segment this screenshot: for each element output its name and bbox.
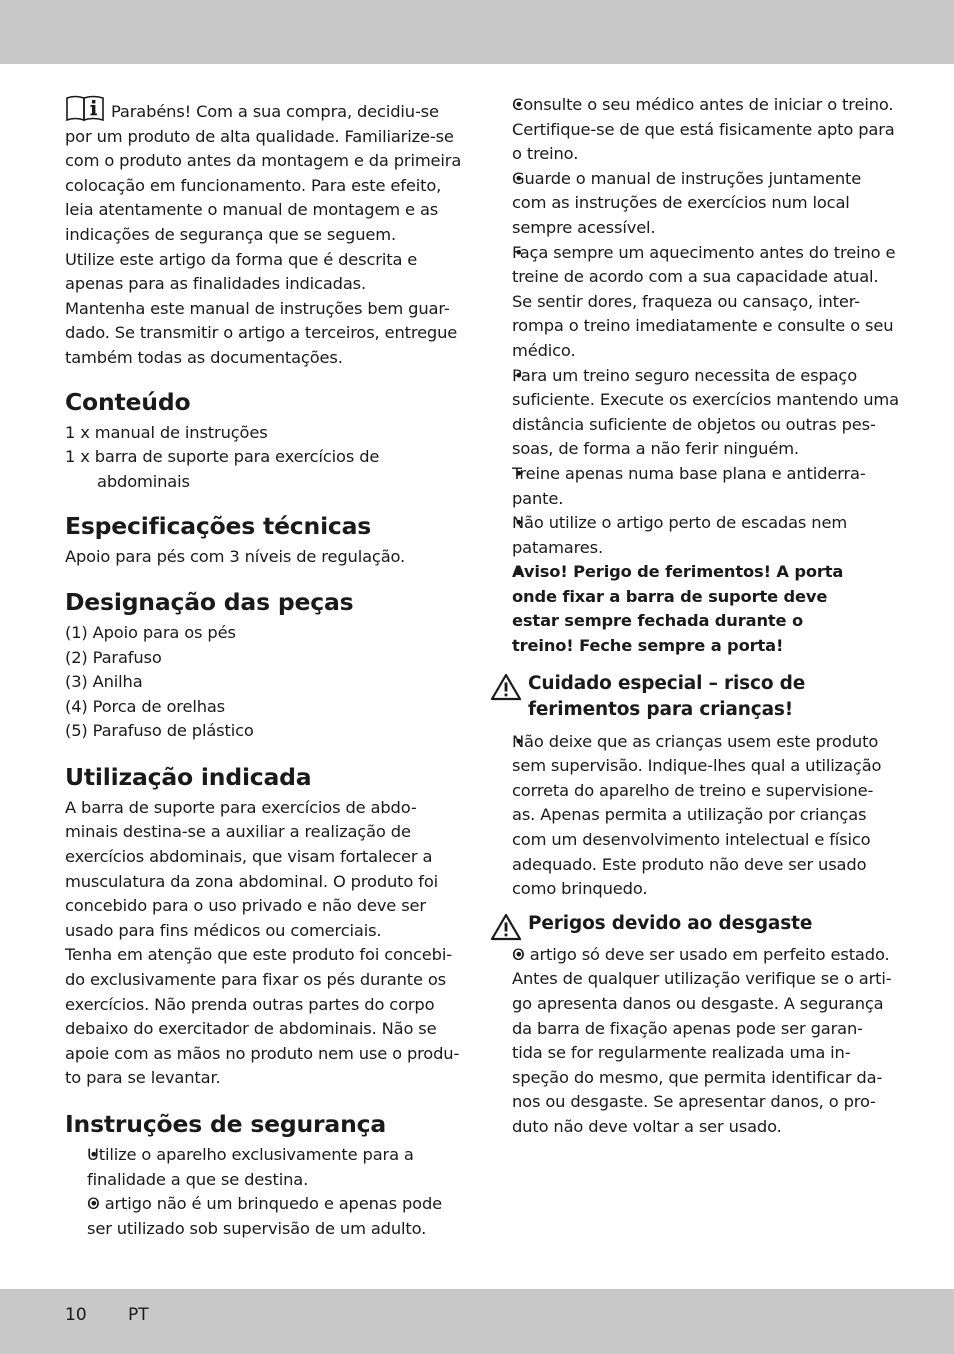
list-item: • Para um treino seguro necessita de espaço suficiente. Execute os exercícios mantendo uma distância suficiente de objetos ou outras pes- soas, de forma a não ferir ninguém. — [512, 364, 894, 462]
list-item: (1) Apoio para os pés — [65, 622, 236, 642]
contents-list — [65, 421, 460, 495]
list-item: • Não utilize o artigo perto de escadas nem patamares. — [512, 511, 894, 560]
parts-list — [65, 621, 460, 744]
intro-line: Utilize este artigo da forma que é descrita e — [65, 249, 418, 269]
list-item: • Guarde o manual de instruções juntamente com as instruções de exercícios num local sempre acessível. — [512, 167, 894, 241]
door-warning-item: • Aviso! Perigo de ferimentos! A porta onde fixar a barra de suporte deve estar sempre fechada durante o treino! Feche sempre a porta! — [512, 560, 894, 658]
intro-line: Mantenha este manual de instruções bem guar- — [65, 298, 450, 318]
warning-triangle-icon — [490, 673, 522, 701]
list-item: (5) Parafuso de plástico — [65, 721, 254, 741]
info-book-icon — [65, 95, 105, 121]
intro-line: também todas as documentações. — [65, 347, 343, 367]
section-title-designacao: Designação das peças — [65, 587, 354, 616]
list-item: 1 x barra de suporte para exercícios de abdominais — [65, 447, 380, 491]
safety-list-right — [490, 93, 899, 659]
section-title-conteudo: Conteúdo — [65, 387, 191, 416]
section-title-instrucoes: Instruções de segurança — [65, 1110, 386, 1138]
list-item: (2) Parafuso — [65, 647, 162, 667]
intro-line: Parabéns! Com a sua compra, decidiu-se — [111, 102, 439, 121]
list-item: (3) Anilha — [65, 672, 143, 692]
list-item: • O artigo não é um brinquedo e apenas pode ser utilizado sob supervisão de um adulto. — [87, 1192, 460, 1241]
left-column — [65, 95, 460, 1241]
intro-line: colocação em funcionamento. Para este efeito, — [65, 175, 442, 195]
list-item: • Consulte o seu médico antes de iniciar o treino. Certifique-se de que está fisicamente apto para o treino. — [512, 93, 894, 167]
wear-warning-heading: Perigos devido ao desgaste — [490, 911, 894, 937]
language-code: PT — [128, 1305, 149, 1325]
list-item: • Treine apenas numa base plana e antiderra- pante. — [512, 462, 894, 511]
usage-paragraph: A barra de suporte para exercícios de abdo- minais destina-se a auxiliar a realização de exercícios abdominais, que visam fortalecer a musculatura da zona abdominal. O produto foi concebido para o uso privado e não deve ser usado para fins médicos ou comerciais. Tenha em atenção que este produto foi concebi- do exclusivamente para fixar os pés durante os exercícios. Não prenda outras partes do corpo debaixo do exercitador de abdominais. Não se apoie com as mãos no produto nem use o produ- to para se levantar. — [65, 797, 460, 1088]
intro-line: com o produto antes da montagem e da primeira — [65, 151, 462, 171]
safety-list-left — [65, 1143, 460, 1241]
list-item: 1 x manual de instruções — [65, 422, 268, 442]
header-bar — [0, 0, 954, 64]
intro-paragraph — [65, 95, 460, 371]
intro-line: dado. Se transmitir o artigo a terceiros, entregue — [65, 323, 458, 343]
children-warning-heading: Cuidado especial – risco de ferimentos para crianças! — [490, 671, 894, 723]
list-item: (4) Porca de orelhas — [65, 696, 226, 716]
intro-line: indicações de segurança que se seguem. — [65, 224, 397, 244]
section-title-especificacoes: Especificações técnicas — [65, 512, 372, 541]
list-item: • Não deixe que as crianças usem este produto sem supervisão. Indique-lhes qual a utilização correta do aparelho de treino e supervisione- as. Apenas permita a utilização por crianças com um desenvolvimento intelectual e físico adequado. Este produto não deve ser usado como brinquedo. — [512, 730, 894, 902]
page-number: 10 — [65, 1305, 87, 1325]
children-warning-list — [490, 730, 894, 902]
list-item: • Faça sempre um aquecimento antes do treino e treine de acordo com a sua capacidade atual. Se sentir dores, fraqueza ou cansaço, inter- rompa o treino imediatamente e consulte o seu médico. — [512, 241, 894, 364]
list-item: • O artigo só deve ser usado em perfeito estado. Antes de qualquer utilização verifique se o arti- go apresenta danos ou desgaste. A segurança da barra de fixação apenas pode ser garan- tida se for regularmente realizada uma in- speção do mesmo, que permita identificar da- nos ou desgaste. Se apresentar danos, o pro- duto não deve voltar a ser usado. — [512, 943, 894, 1140]
spec-text: Apoio para pés com 3 níveis de regulação. — [65, 547, 406, 567]
list-item: • Utilize o aparelho exclusivamente para a finalidade a que se destina. — [87, 1143, 460, 1192]
intro-line: leia atentamente o manual de montagem e as — [65, 200, 439, 220]
intro-line: apenas para as finalidades indicadas. — [65, 274, 367, 294]
warning-triangle-icon — [490, 913, 522, 941]
section-title-utilizacao: Utilização indicada — [65, 762, 312, 791]
wear-warning-list — [490, 943, 894, 1140]
right-column — [490, 93, 899, 1140]
intro-line: por um produto de alta qualidade. Familiarize-se — [65, 126, 454, 146]
